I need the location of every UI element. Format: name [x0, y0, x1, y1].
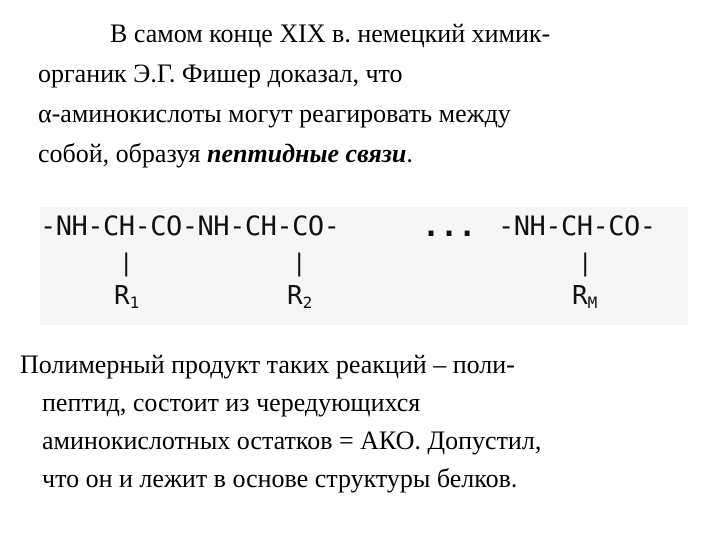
polypeptide-paragraph	[20, 346, 710, 498]
rm-group	[572, 281, 597, 318]
bond-r2: |	[292, 249, 307, 277]
rm-letter: R	[572, 281, 588, 311]
poly-line-4: что он и лежит в основе структуры белков.	[42, 464, 518, 493]
intro-line-2: органик Э.Г. Фишер доказал, что	[38, 59, 403, 88]
peptide-chain-formula	[40, 207, 688, 325]
intro-paragraph	[38, 14, 708, 174]
r1-group	[114, 281, 139, 318]
bond-r1: |	[119, 249, 134, 277]
chain-left: -NH-CH-CO-NH-CH-CO-	[40, 211, 340, 242]
r1-letter: R	[114, 281, 130, 311]
r2-subscript: 2	[302, 293, 313, 312]
intro-line-4	[38, 134, 708, 174]
intro-line-4-end: .	[406, 139, 413, 168]
r1-subscript: 1	[129, 293, 140, 312]
poly-line-1: Полимерный продукт таких реакций – поли-	[20, 350, 515, 379]
poly-line-3: аминокислотных остатков = АКО. Допустил,	[42, 426, 542, 455]
chain-ellipsis: ...	[422, 209, 477, 244]
poly-line-2: пептид, состоит из чередующихся	[42, 388, 421, 417]
bond-rm: |	[578, 249, 593, 277]
intro-line-3: α-аминокислоты могут реагировать между	[38, 99, 511, 128]
chain-right: -NH-CH-CO-	[498, 211, 656, 242]
r2-group	[287, 281, 312, 318]
rm-subscript: M	[587, 293, 598, 312]
r2-letter: R	[287, 281, 303, 311]
peptide-bonds-term: пептидные связи	[207, 139, 407, 168]
intro-line-4-text: собой, образуя	[38, 139, 207, 168]
intro-line-1: В самом конце XIX в. немецкий химик-	[110, 19, 551, 48]
